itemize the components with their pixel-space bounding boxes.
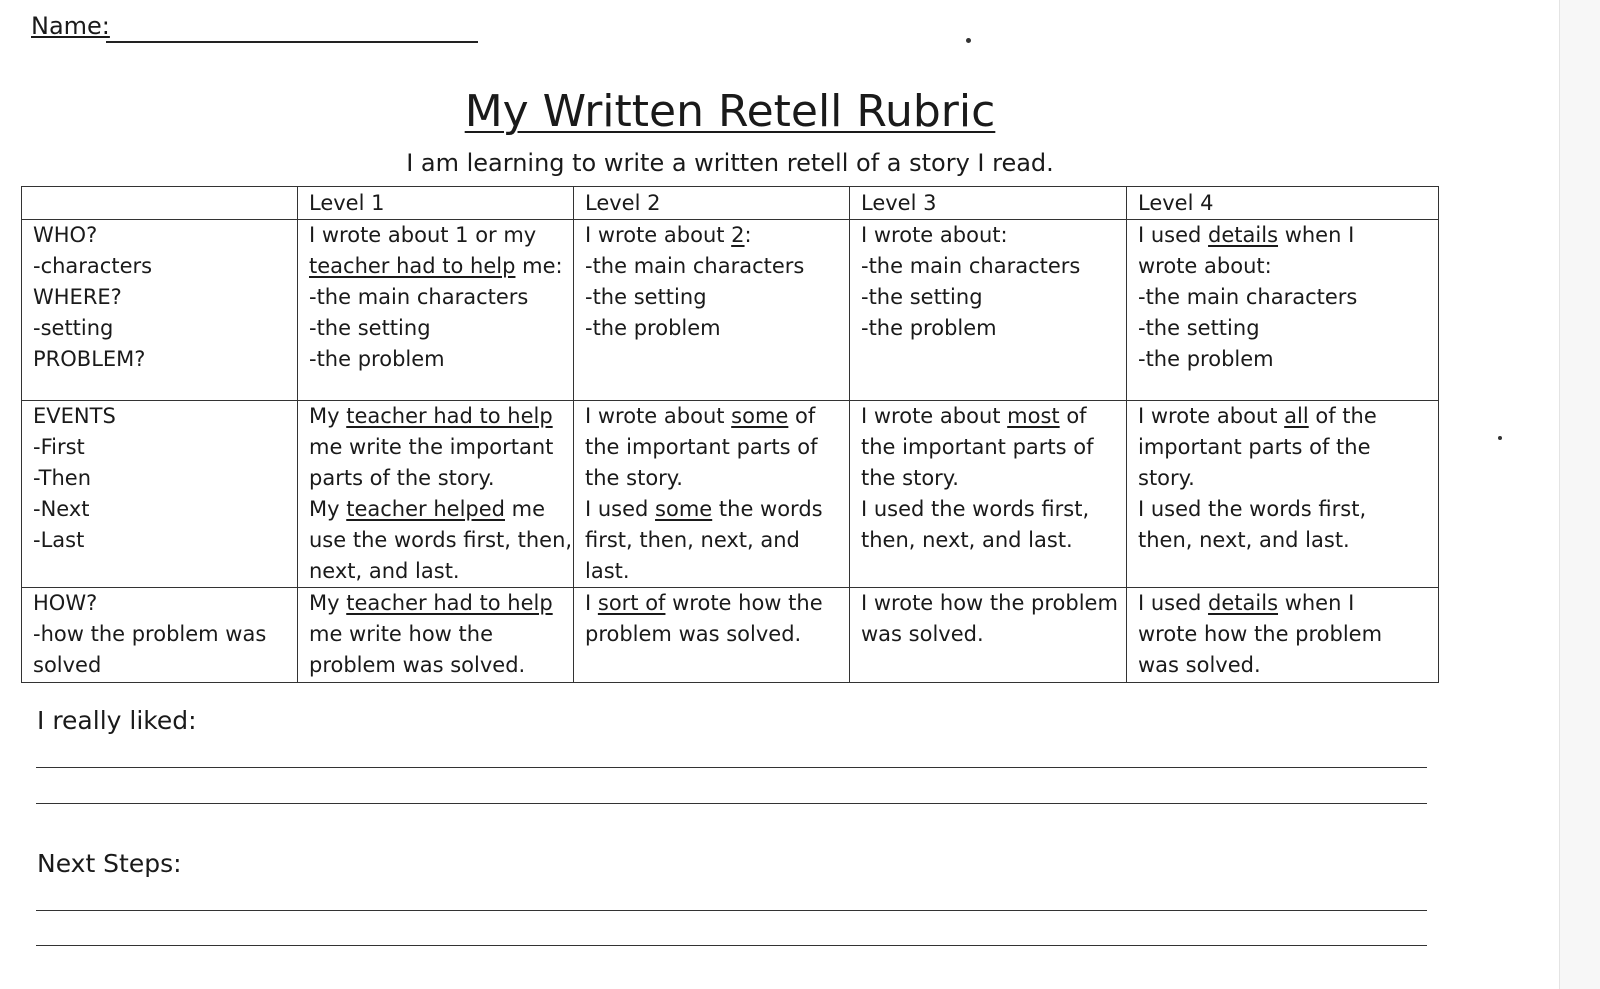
criteria-line: -Next (33, 497, 90, 521)
emphasis-text: teacher had to help (346, 404, 553, 428)
descriptor-line (309, 619, 565, 650)
emphasis-text: all (1284, 404, 1309, 428)
rubric-level-4-cell (1127, 401, 1439, 588)
name-label: Name: (31, 12, 110, 40)
descriptor-text: I used (1138, 223, 1209, 247)
descriptor-text: then, next, and last. (861, 528, 1073, 552)
descriptor-line (861, 494, 1118, 525)
descriptor-text: -the problem (309, 347, 445, 371)
descriptor-text: problem was solved. (309, 653, 526, 677)
emphasis-text: teacher had to help (309, 254, 516, 278)
descriptor-line (861, 313, 1118, 344)
rubric-header-level-4: Level 4 (1127, 187, 1439, 220)
descriptor-line (1138, 344, 1430, 375)
page-title: My Written Retell Rubric (464, 86, 996, 137)
descriptor-text: the words (712, 497, 823, 521)
scan-edge-line (1559, 0, 1560, 989)
emphasis-text: some (731, 404, 789, 428)
rubric-level-4-cell (1127, 220, 1439, 401)
descriptor-line (309, 220, 565, 251)
descriptor-line (861, 525, 1118, 556)
rubric-row (22, 220, 1439, 401)
descriptor-text: -the problem (1138, 347, 1274, 371)
descriptor-text: -the setting (309, 316, 431, 340)
descriptor-text: -the main characters (585, 254, 805, 278)
descriptor-text: I (585, 591, 598, 615)
descriptor-text: me write the important (309, 435, 554, 459)
rubric-level-2-cell (574, 588, 850, 683)
rubric-level-3-cell (850, 220, 1127, 401)
rubric-level-3-cell (850, 588, 1127, 683)
descriptor-text: My (309, 591, 347, 615)
descriptor-text: story. (1138, 466, 1195, 490)
descriptor-line (309, 344, 565, 375)
descriptor-text: I used the words first, (1138, 497, 1367, 521)
descriptor-text: -the setting (861, 285, 983, 309)
descriptor-text: I wrote about: (861, 223, 1008, 247)
descriptor-text: wrote about: (1138, 254, 1272, 278)
descriptor-line (309, 251, 565, 282)
rubric-criteria-cell (22, 220, 298, 401)
descriptor-line (309, 401, 565, 432)
descriptor-line (585, 463, 841, 494)
descriptor-line (861, 432, 1118, 463)
criteria-line: -setting (33, 316, 114, 340)
descriptor-line (585, 220, 841, 251)
rubric-level-3-cell (850, 401, 1127, 588)
descriptor-text: My (309, 404, 347, 428)
emphasis-text: teacher had to help (346, 591, 553, 615)
descriptor-line (1138, 525, 1430, 556)
descriptor-text: -the problem (861, 316, 997, 340)
descriptor-line (1138, 432, 1430, 463)
descriptor-text: I used (1138, 591, 1209, 615)
rubric-row (22, 588, 1439, 683)
rubric-criteria-cell (22, 401, 298, 588)
descriptor-text: important parts of the (1138, 435, 1371, 459)
rubric-level-2-cell (574, 220, 850, 401)
descriptor-text: when I (1278, 591, 1355, 615)
descriptor-text: first, then, next, and (585, 528, 800, 552)
descriptor-text: I wrote about (861, 404, 1008, 428)
emphasis-text: details (1208, 223, 1279, 247)
emphasis-text: some (655, 497, 713, 521)
descriptor-line (1138, 220, 1430, 251)
rubric-header-level-1: Level 1 (298, 187, 574, 220)
criteria-line: -Last (33, 528, 85, 552)
rubric-level-1-cell (298, 220, 574, 401)
descriptor-text: -the setting (1138, 316, 1260, 340)
descriptor-text: of (788, 404, 816, 428)
rubric-level-1-cell (298, 401, 574, 588)
descriptor-line (585, 282, 841, 313)
descriptor-line (861, 588, 1118, 619)
descriptor-line (1138, 588, 1430, 619)
rubric-level-1-cell (298, 588, 574, 683)
descriptor-line (585, 432, 841, 463)
rubric-row (22, 401, 1439, 588)
descriptor-text: the important parts of (585, 435, 818, 459)
name-field (31, 12, 110, 40)
descriptor-line (1138, 494, 1430, 525)
descriptor-line (1138, 313, 1430, 344)
liked-label: I really liked: (37, 706, 197, 735)
descriptor-text: problem was solved. (585, 622, 802, 646)
criteria-line: solved (33, 653, 102, 677)
descriptor-line (585, 401, 841, 432)
descriptor-line (1138, 251, 1430, 282)
descriptor-text: wrote how the (665, 591, 823, 615)
descriptor-text: was solved. (861, 622, 984, 646)
descriptor-line (309, 494, 565, 525)
emphasis-text: sort of (597, 591, 666, 615)
emphasis-text: most (1007, 404, 1060, 428)
descriptor-text: My (309, 497, 347, 521)
descriptor-text: next, and last. (309, 559, 460, 583)
rubric-level-2-cell (574, 401, 850, 588)
page-subtitle: I am learning to write a written retell of a story I read. (406, 149, 1054, 177)
descriptor-text: I wrote about (1138, 404, 1285, 428)
descriptor-line (309, 282, 565, 313)
descriptor-text: wrote how the problem (1138, 622, 1383, 646)
descriptor-line (585, 556, 841, 587)
descriptor-text: : (744, 223, 752, 247)
descriptor-line (861, 463, 1118, 494)
descriptor-text: me: (515, 254, 563, 278)
descriptor-line (585, 251, 841, 282)
criteria-line: -Then (33, 466, 92, 490)
descriptor-line (585, 619, 841, 650)
descriptor-line (1138, 650, 1430, 681)
descriptor-text: I wrote about (585, 404, 732, 428)
descriptor-text: -the main characters (861, 254, 1081, 278)
rubric-level-4-cell (1127, 588, 1439, 683)
criteria-line: PROBLEM? (33, 347, 146, 371)
criteria-line: WHERE? (33, 285, 122, 309)
descriptor-line (1138, 619, 1430, 650)
emphasis-text: teacher helped (346, 497, 505, 521)
descriptor-text: the important parts of (861, 435, 1094, 459)
descriptor-line (585, 588, 841, 619)
descriptor-text: I used the words first, (861, 497, 1090, 521)
descriptor-text: parts of the story. (309, 466, 495, 490)
descriptor-text: I wrote about (585, 223, 732, 247)
rubric-table (21, 186, 1439, 683)
descriptor-text: -the main characters (1138, 285, 1358, 309)
name-write-line[interactable] (106, 41, 478, 43)
scan-edge (1560, 0, 1600, 989)
descriptor-text: when I (1278, 223, 1355, 247)
descriptor-text: me (505, 497, 546, 521)
next-steps-write-line[interactable] (36, 910, 1427, 911)
descriptor-line (1138, 463, 1430, 494)
liked-write-line[interactable] (36, 803, 1427, 804)
descriptor-text: use the words first, then, (309, 528, 573, 552)
descriptor-text: I wrote how the problem (861, 591, 1118, 615)
descriptor-text: was solved. (1138, 653, 1261, 677)
descriptor-text: the story. (585, 466, 683, 490)
scan-speck (1498, 436, 1502, 440)
descriptor-text: I wrote about 1 or my (309, 223, 537, 247)
descriptor-text: me write how the (309, 622, 493, 646)
rubric-header-row (22, 187, 1439, 220)
descriptor-line (309, 556, 565, 587)
emphasis-text: 2 (731, 223, 745, 247)
rubric-criteria-cell (22, 588, 298, 683)
descriptor-line (1138, 401, 1430, 432)
descriptor-line (861, 251, 1118, 282)
descriptor-line (861, 619, 1118, 650)
rubric-header-level-3: Level 3 (850, 187, 1127, 220)
descriptor-line (309, 650, 565, 681)
criteria-line: WHO? (33, 223, 98, 247)
next-steps-label: Next Steps: (37, 849, 182, 878)
criteria-line: HOW? (33, 591, 98, 615)
liked-write-line[interactable] (36, 767, 1427, 768)
descriptor-line (585, 525, 841, 556)
criteria-line: -First (33, 435, 85, 459)
descriptor-line (309, 313, 565, 344)
descriptor-text: of (1059, 404, 1087, 428)
descriptor-text: last. (585, 559, 630, 583)
criteria-line: -how the problem was (33, 622, 267, 646)
descriptor-line (861, 401, 1118, 432)
descriptor-text: -the main characters (309, 285, 529, 309)
descriptor-text: -the problem (585, 316, 721, 340)
scan-speck (966, 38, 971, 43)
descriptor-text: -the setting (585, 285, 707, 309)
descriptor-text: of the (1308, 404, 1377, 428)
descriptor-text: then, next, and last. (1138, 528, 1350, 552)
next-steps-write-line[interactable] (36, 945, 1427, 946)
rubric-header-level-2: Level 2 (574, 187, 850, 220)
descriptor-text: I used (585, 497, 656, 521)
rubric-header-blank (22, 187, 298, 220)
criteria-line: EVENTS (33, 404, 116, 428)
emphasis-text: details (1208, 591, 1279, 615)
descriptor-line (585, 313, 841, 344)
descriptor-line (861, 220, 1118, 251)
descriptor-line (309, 588, 565, 619)
criteria-line: -characters (33, 254, 153, 278)
descriptor-line (861, 282, 1118, 313)
descriptor-line (309, 525, 573, 556)
descriptor-line (309, 463, 565, 494)
descriptor-line (585, 494, 841, 525)
descriptor-text: the story. (861, 466, 959, 490)
descriptor-line (1138, 282, 1430, 313)
descriptor-line (309, 432, 565, 463)
